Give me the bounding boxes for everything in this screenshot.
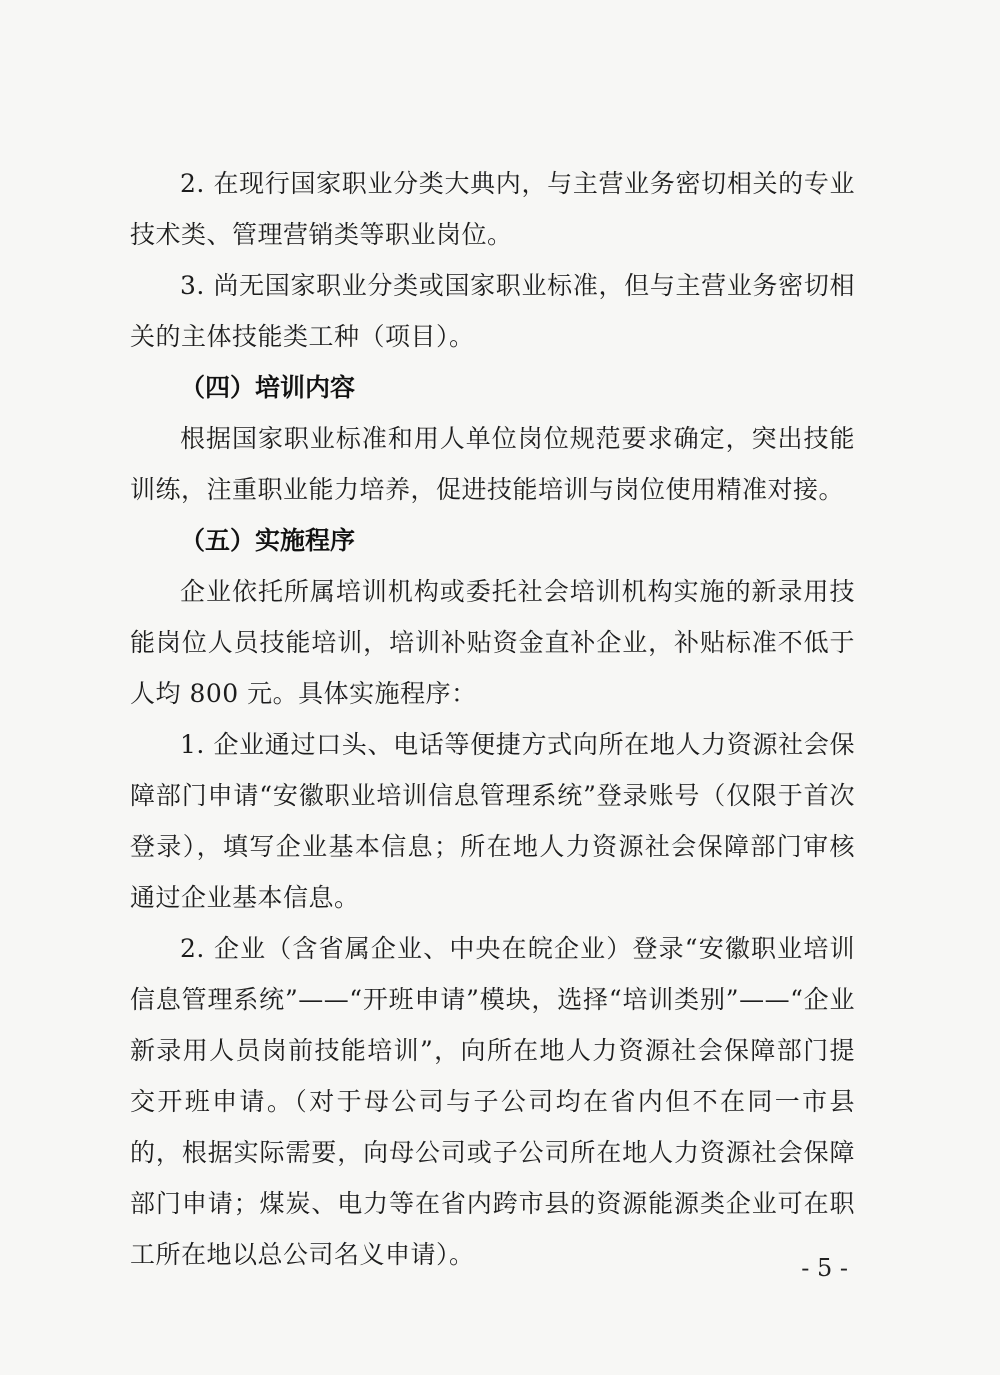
paragraph-item-3: 3. 尚无国家职业分类或国家职业标准，但与主营业务密切相关的主体技能类工种（项目）。: [130, 271, 855, 351]
page-number: - 5 -: [801, 1254, 848, 1282]
paragraph-item-2: 2. 在现行国家职业分类大典内，与主营业务密切相关的专业技术类、管理营销类等职业岗位。: [130, 169, 855, 249]
section-5-intro: 企业依托所属培训机构或委托社会培训机构实施的新录用技能岗位人员技能培训，培训补贴资金直补企业，补贴标准不低于人均 800 元。具体实施程序：: [130, 577, 855, 708]
section-5-step-2: 2. 企业（含省属企业、中央在皖企业）登录“安徽职业培训信息管理系统”——“开班申请”模块，选择“培训类别”——“企业新录用人员岗前技能培训”，向所在地人力资源社会保障部门提交开班申请。（对于母公司与子公司均在省内但不在同一市县的，根据实际需要，向母公司或子公司所在地人力资源社会保障部门申请；煤炭、电力等在省内跨市县的资源能源类企业可在职工所在地以总公司名义申请）。: [130, 934, 855, 1269]
section-5-step-1: 1. 企业通过口头、电话等便捷方式向所在地人力资源社会保障部门申请“安徽职业培训信息管理系统”登录账号（仅限于首次登录），填写企业基本信息；所在地人力资源社会保障部门审核通过企业基本信息。: [130, 730, 855, 912]
section-5-heading: （五）实施程序: [180, 526, 356, 555]
section-4-heading: （四）培训内容: [180, 373, 356, 402]
section-4-body: 根据国家职业标准和用人单位岗位规范要求确定，突出技能训练，注重职业能力培养，促进技能培训与岗位使用精准对接。: [130, 424, 855, 504]
